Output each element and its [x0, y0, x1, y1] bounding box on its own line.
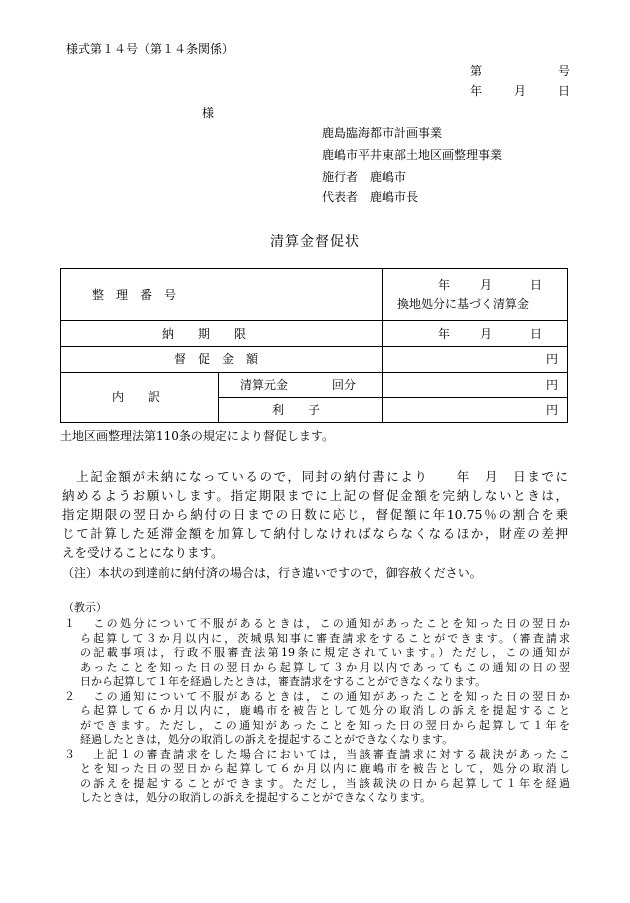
dunning-table: [60, 268, 568, 423]
instruction-number: １: [64, 617, 75, 630]
document-number-prefix: 第: [470, 64, 483, 78]
main-paragraph-line: 納めるようお願いします。指定期限までに上記の督促金額を完納しないときは，: [62, 488, 568, 503]
instruction-line: ら起算して６か月以内に，鹿嶋市を被告として処分の取消しの訴えを提起すること: [80, 704, 570, 717]
instruction-heading: （教示）: [63, 601, 107, 614]
instruction-line: 上記１の審査請求をした場合においては，当該審査請求に対する裁決があったこ: [80, 747, 570, 761]
due-date-label: 納 期 限: [162, 327, 247, 341]
due-date-year: 年: [438, 327, 451, 341]
due-date-month: 月: [480, 327, 493, 341]
document-number-suffix: 号: [557, 64, 570, 78]
principal-installment-label: 回分: [332, 378, 357, 392]
legal-basis: 土地区画整理法第110条の規定により督促します。: [60, 429, 334, 443]
dunning-amount-label: 督 促 金 額: [174, 352, 259, 366]
issue-date-day: 日: [557, 84, 570, 98]
operator-name: 施行者 鹿嶋市: [322, 170, 407, 184]
principal-unit: 円: [546, 378, 559, 392]
instruction-item-1: [64, 617, 570, 690]
issue-date-month: 月: [514, 84, 527, 98]
reference-date-year: 年: [438, 278, 451, 292]
instruction-line: この処分について不服があるときは，この通知があったことを知った日の翌日か: [80, 617, 570, 630]
note: （注）本状の到達前に納付済の場合は，行き違いですので，御容赦ください。: [62, 566, 482, 580]
instruction-list: [64, 617, 570, 806]
table-border-left: [60, 268, 61, 423]
instruction-number: ２: [64, 689, 75, 703]
table-value-divider: [382, 268, 383, 422]
issue-date: [470, 84, 570, 99]
instruction-line: の記載事項は，行政不服審査法第19条に規定されています。）ただし，この通知が: [80, 646, 570, 659]
instruction-line: 経過したときは，処分の取消しの訴えを提起することができなくなります。: [80, 733, 454, 746]
main-paragraph-line: 指定期限の翌日から納付の日までの日数に応じ，督促額に年10.75％の割合を乗: [62, 507, 568, 522]
main-paragraph-line: えを受けることになります。: [62, 545, 224, 560]
due-date-day: 日: [530, 327, 543, 341]
instruction-line: ができます。ただし，この通知があったことを知った日の翌日から起算して１年を: [80, 718, 570, 732]
document-title: 清算金督促状: [270, 234, 360, 250]
instruction-line: したときは，処分の取消しの訴えを提起することができなくなります。: [80, 791, 432, 804]
instruction-line: とを知った日の翌日から起算して６か月以内に鹿嶋市を被告として，処分の取消し: [80, 762, 570, 775]
instruction-item-2: [64, 690, 570, 748]
readjustment-project-name: 鹿嶋市平井東部土地区画整理事業: [322, 148, 503, 162]
plan-project-name: 鹿島臨海都市計画事業: [322, 126, 443, 140]
dunning-amount-unit: 円: [546, 352, 559, 366]
interest-unit: 円: [546, 403, 559, 417]
document-number: [470, 64, 570, 79]
table-border-right: [567, 268, 568, 423]
instruction-line: の訴えを提起することができます。ただし，当該裁決の日から起算して１年を経過: [80, 776, 570, 790]
instruction-line: 日から起算して１年を経過したときは，審査請求をすることができなくなります。: [80, 675, 487, 688]
reference-date-day: 日: [530, 278, 543, 292]
principal-label: 清算元金: [240, 378, 289, 392]
main-paragraph-line: 上記金額が未納になっているので，同封の納付書により 年 月 日までに: [62, 469, 568, 484]
instruction-line: この通知について不服があるときは，この通知があったことを知った日の翌日か: [80, 689, 570, 703]
instruction-line: あったことを知った日の翌日から起算して３か月以内であってもこの通知の日の翌: [80, 660, 570, 674]
representative-name: 代表者 鹿嶋市長: [322, 190, 419, 204]
instruction-number: ３: [64, 747, 75, 761]
main-paragraph: [62, 467, 568, 562]
reference-date-month: 月: [480, 278, 493, 292]
table-rule-4: [218, 397, 568, 398]
instruction-item-3: [64, 748, 570, 806]
main-paragraph-line: じて計算した延滞金額を加算して納付しなければならなくなるほか，財産の差押: [62, 526, 568, 541]
interest-label: 利 子: [272, 403, 321, 417]
form-number: 様式第１４号（第１４条関係）: [66, 42, 235, 56]
issue-date-year: 年: [470, 84, 483, 98]
breakdown-label: 内 訳: [112, 390, 161, 404]
table-border-bottom: [60, 422, 568, 423]
table-border-top: [60, 268, 568, 269]
table-rule-3: [60, 372, 568, 373]
instruction-line: ら起算して３か月以内に，茨城県知事に審査請求をすることができます。（審査請求: [80, 631, 570, 645]
settlement-basis: 換地処分に基づく清算金: [397, 297, 530, 311]
table-rule-2: [60, 346, 568, 347]
table-breakdown-divider: [218, 372, 219, 422]
table-rule-1: [60, 320, 568, 321]
reference-number-label: 整 理 番 号: [92, 288, 177, 302]
addressee-suffix: 様: [202, 106, 215, 120]
